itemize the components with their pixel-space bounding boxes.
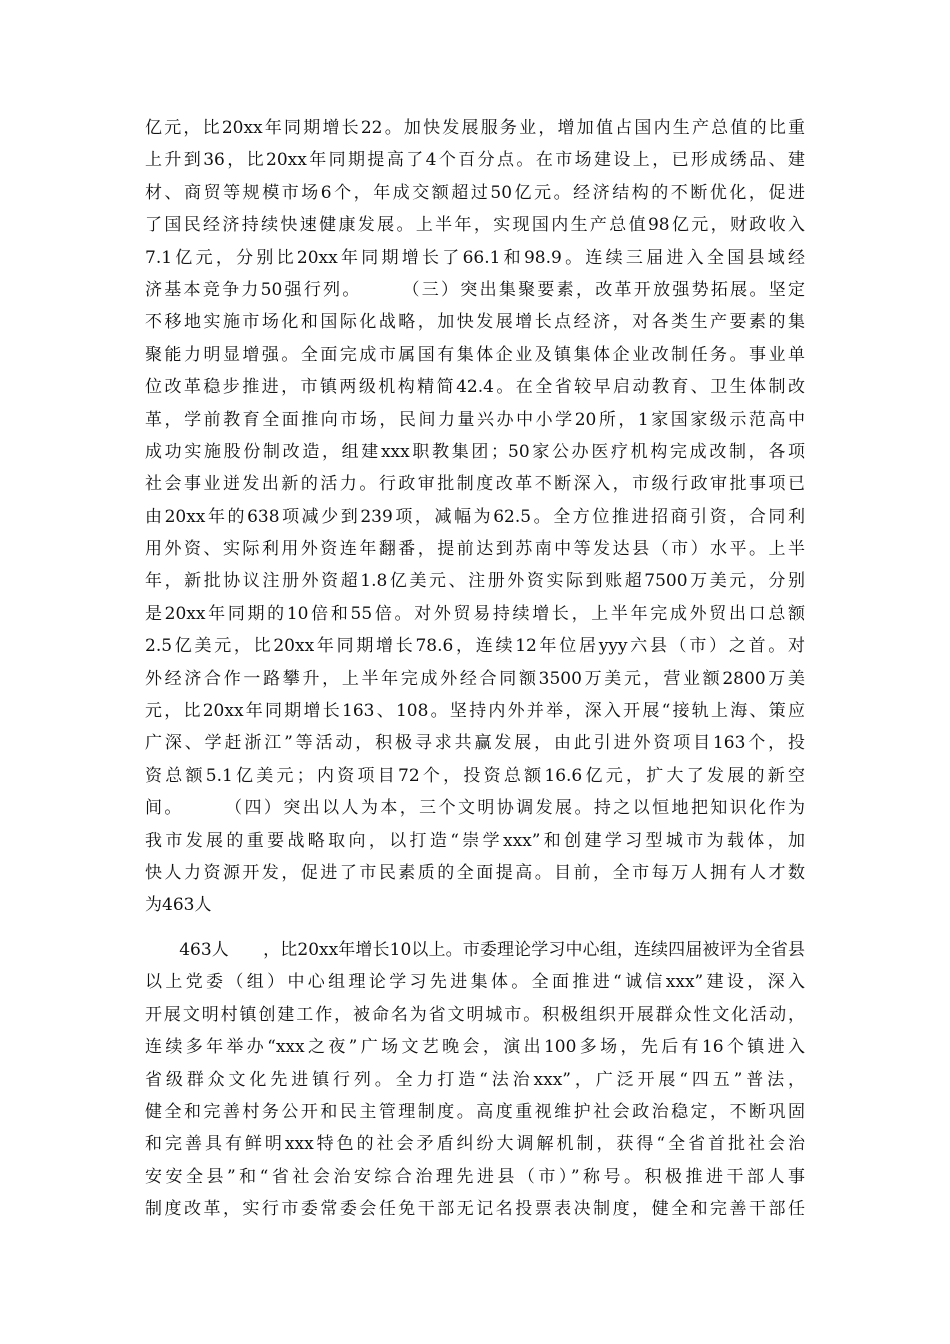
text-line: 不移地实施市场化和国际化战略，加快发展增长点经济，对各类生产要素的集 xyxy=(145,312,805,333)
text-line: 元，比20xx年同期增长163、108。坚持内外并举，深入开展“接轨上海、策应 xyxy=(145,701,805,722)
text-line: 外经济合作一路攀升，上半年完成外经合同额3500万美元，营业额2800万美 xyxy=(145,668,805,689)
text-line: 制度改革，实行市委常委会任免干部无记名投票表决制度，健全和完善干部任 xyxy=(145,1199,805,1220)
text-line: 由20xx年的638项减少到239项，减幅为62.5。全方位推进招商引资，合同利 xyxy=(145,506,805,527)
text-line: 以上党委（组）中心组理论学习先进集体。全面推进“诚信xxx”建设，深入 xyxy=(145,972,805,993)
text-line: 广深、学赶浙江”等活动，积极寻求共赢发展，由此引进外资项目163个，投 xyxy=(145,733,805,754)
text-line: 用外资、实际利用外资连年翻番，提前达到苏南中等发达县（市）水平。上半 xyxy=(145,539,805,560)
text-line: 社会事业迸发出新的活力。行政审批制度改革不断深入，市级行政审批事项已 xyxy=(145,474,805,495)
text-line: 463人 ，比20xx年增长10以上。市委理论学习中心组，连续四届被评为全省县 xyxy=(145,940,805,960)
text-line: 资总额5.1亿美元；内资项目72个，投资总额16.6亿元，扩大了发展的新空 xyxy=(145,765,805,786)
text-line: 和完善具有鲜明xxx特色的社会矛盾纠纷大调解机制，获得“全省首批社会治 xyxy=(145,1134,805,1155)
text-line: 了国民经济持续快速健康发展。上半年，实现国内生产总值98亿元，财政收入 xyxy=(145,215,805,236)
text-line: 为463人 xyxy=(145,895,212,916)
text-line: 开展文明村镇创建工作，被命名为省文明城市。积极组织开展群众性文化活动， xyxy=(145,1004,805,1025)
body-paragraph-1 xyxy=(145,112,805,922)
text-line: 7.1亿元，分别比20xx年同期增长了66.1和98.9。连续三届进入全国县域经 xyxy=(145,247,805,268)
text-line: 健全和完善村务公开和民主管理制度。高度重视维护社会政治稳定，不断巩固 xyxy=(145,1101,805,1122)
text-line: 革，学前教育全面推向市场，民间力量兴办中小学20所，1家国家级示范高中 xyxy=(145,409,805,430)
text-line: 是20xx年同期的10倍和55倍。对外贸易持续增长，上半年完成外贸出口总额 xyxy=(145,603,805,624)
text-line: 连续多年举办“xxx之夜”广场文艺晚会，演出100多场，先后有16个镇进入 xyxy=(145,1037,805,1058)
text-line: 济基本竞争力50强行列。 （三）突出集聚要素，改革开放强势拓展。坚定 xyxy=(145,279,805,300)
text-line: 快人力资源开发，促进了市民素质的全面提高。目前，全市每万人拥有人才数 xyxy=(145,862,805,883)
text-line: 材、商贸等规模市场6个，年成交额超过50亿元。经济结构的不断优化，促进 xyxy=(145,182,805,203)
text-line: 安安全县”和“省社会治安综合治理先进县（市）”称号。积极推进干部人事 xyxy=(145,1166,805,1187)
text-line: 聚能力明显增强。全面完成市属国有集体企业及镇集体企业改制任务。事业单 xyxy=(145,344,805,365)
text-line: 省级群众文化先进镇行列。全力打造“法治xxx”，广泛开展“四五”普法， xyxy=(145,1069,805,1090)
text-line: 我市发展的重要战略取向，以打造“崇学xxx”和创建学习型城市为载体，加 xyxy=(145,830,805,851)
text-line: 年，新批协议注册外资超1.8亿美元、注册外资实际到账超7500万美元，分别 xyxy=(145,571,805,592)
text-line: 成功实施股份制改造，组建xxx职教集团；50家公办医疗机构完成改制，各项 xyxy=(145,441,805,462)
body-paragraph-2 xyxy=(145,934,805,1226)
text-line: 位改革稳步推进，市镇两级机构精简42.4。在全省较早启动教育、卫生体制改 xyxy=(145,377,805,398)
text-line: 上升到36，比20xx年同期提高了4个百分点。在市场建设上，已形成绣品、建 xyxy=(145,150,805,171)
text-line: 间。 （四）突出以人为本，三个文明协调发展。持之以恒地把知识化作为 xyxy=(145,798,805,819)
text-line: 2.5亿美元，比20xx年同期增长78.6，连续12年位居yyy六县（市）之首。对 xyxy=(145,636,805,657)
text-line: 亿元，比20xx年同期增长22。加快发展服务业，增加值占国内生产总值的比重 xyxy=(145,118,805,138)
